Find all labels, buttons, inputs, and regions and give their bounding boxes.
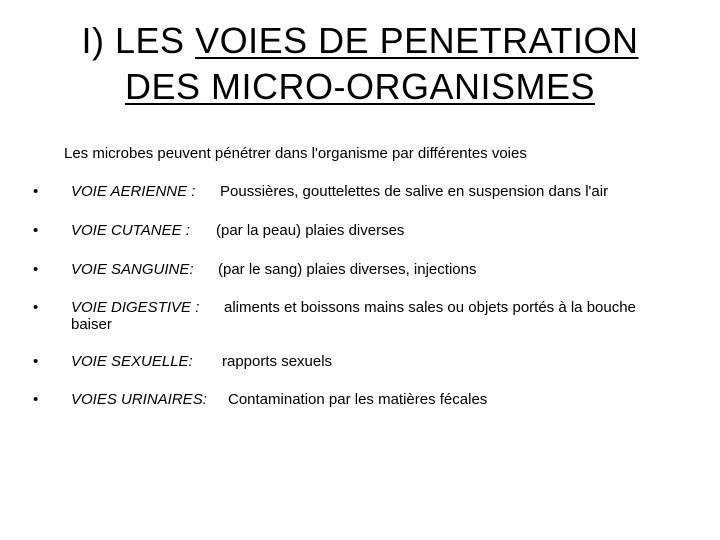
route-label: VOIE SANGUINE: bbox=[71, 261, 194, 278]
route-description: (par la peau) plaies diverses bbox=[216, 222, 405, 239]
route-label bbox=[71, 299, 199, 333]
title-prefix: I) LES bbox=[81, 20, 196, 61]
title-underlined-1: VOIES DE PENETRATION bbox=[195, 20, 639, 61]
route-description: rapports sexuels bbox=[222, 353, 333, 370]
route-description: Poussières, gouttelettes de salive en suspension dans l'air bbox=[220, 183, 609, 200]
title-line-1 bbox=[0, 18, 720, 64]
bullet: • bbox=[33, 261, 39, 278]
route-label: VOIE SEXUELLE: bbox=[71, 353, 193, 370]
title-line-2 bbox=[0, 64, 720, 110]
bullet: • bbox=[33, 183, 39, 200]
bullet: • bbox=[33, 222, 39, 239]
route-label: VOIE AERIENNE : bbox=[71, 183, 196, 200]
route-description: Contamination par les matières fécales bbox=[228, 391, 488, 408]
route-description: (par le sang) plaies diverses, injections bbox=[218, 261, 477, 278]
bullet: • bbox=[33, 299, 39, 316]
route-description: aliments et boissons mains sales ou objets portés à la bouche bbox=[224, 299, 636, 316]
route-label-line-2: baiser bbox=[71, 316, 112, 333]
route-label-line-1: VOIE DIGESTIVE : bbox=[71, 299, 200, 316]
bullet: • bbox=[33, 391, 39, 408]
route-label: VOIE CUTANEE : bbox=[71, 222, 190, 239]
route-label: VOIES URINAIRES: bbox=[71, 391, 207, 408]
bullet: • bbox=[33, 353, 39, 370]
title-underlined-2: DES MICRO-ORGANISMES bbox=[124, 66, 596, 107]
intro-text: Les microbes peuvent pénétrer dans l'organisme par différentes voies bbox=[64, 145, 527, 162]
slide-title bbox=[0, 18, 720, 110]
